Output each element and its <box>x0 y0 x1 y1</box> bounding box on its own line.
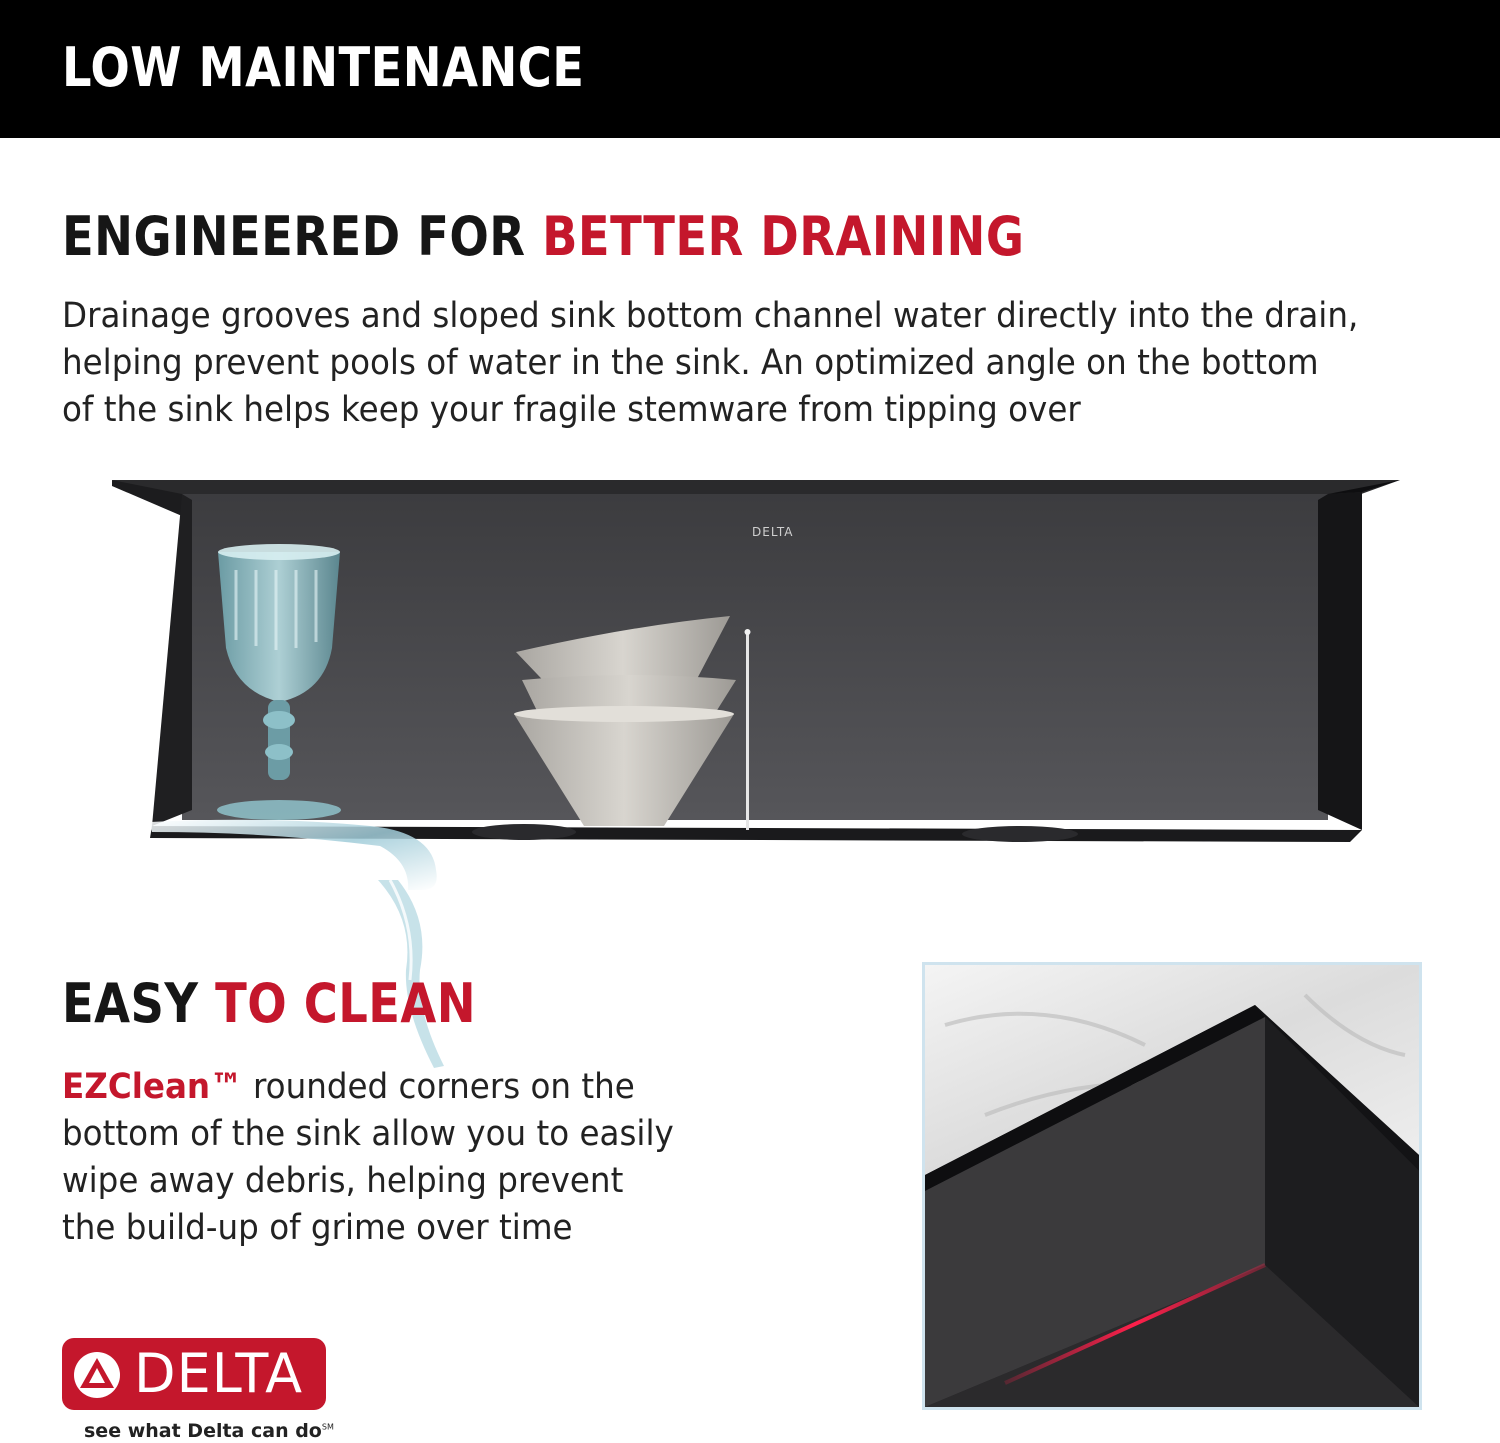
clean-line-3: wipe away debris, helping prevent <box>62 1161 624 1201</box>
drain <box>472 824 576 840</box>
heading-plain: EASY <box>62 972 199 1035</box>
sink-corner-photo <box>922 962 1422 1410</box>
delta-logo <box>62 1338 326 1410</box>
heading-better-draining <box>62 205 1024 268</box>
heading-accent: TO CLEAN <box>215 972 477 1035</box>
sink-right-wall <box>1318 492 1362 830</box>
draining-description <box>62 293 1358 434</box>
heading-plain: ENGINEERED FOR <box>62 205 526 268</box>
clean-line-1: rounded corners on the <box>242 1067 635 1107</box>
page-title: LOW MAINTENANCE <box>62 36 585 99</box>
tagline-mark: SM <box>321 1422 334 1432</box>
heading-easy-to-clean <box>62 972 476 1035</box>
draining-line-3: of the sink helps keep your fragile stemware from tipping over <box>62 390 1081 430</box>
sink-back-wall <box>182 494 1328 820</box>
heading-accent: BETTER DRAINING <box>542 205 1025 268</box>
tagline-text: see what Delta can do <box>84 1420 322 1442</box>
ezclean-brand: EZClean™ <box>62 1067 243 1107</box>
draining-line-2: helping prevent pools of water in the sink. An optimized angle on the bottom <box>62 343 1319 383</box>
logo-word: DELTA <box>134 1342 304 1405</box>
clean-line-2: bottom of the sink allow you to easily <box>62 1114 674 1154</box>
delta-triangle-icon <box>72 1350 122 1400</box>
clean-line-4: the build-up of grime over time <box>62 1208 573 1248</box>
logo-tagline <box>84 1420 334 1442</box>
sink-brand-mark: DELTA <box>752 525 794 539</box>
draining-line-1: Drainage grooves and sloped sink bottom channel water directly into the drain, <box>62 296 1359 336</box>
drain <box>962 826 1078 842</box>
header-bar <box>0 0 1500 138</box>
sink-illustration <box>110 470 1400 890</box>
divider-rod <box>746 630 749 830</box>
clean-description <box>62 1064 674 1252</box>
sink-left-wall <box>152 494 192 826</box>
